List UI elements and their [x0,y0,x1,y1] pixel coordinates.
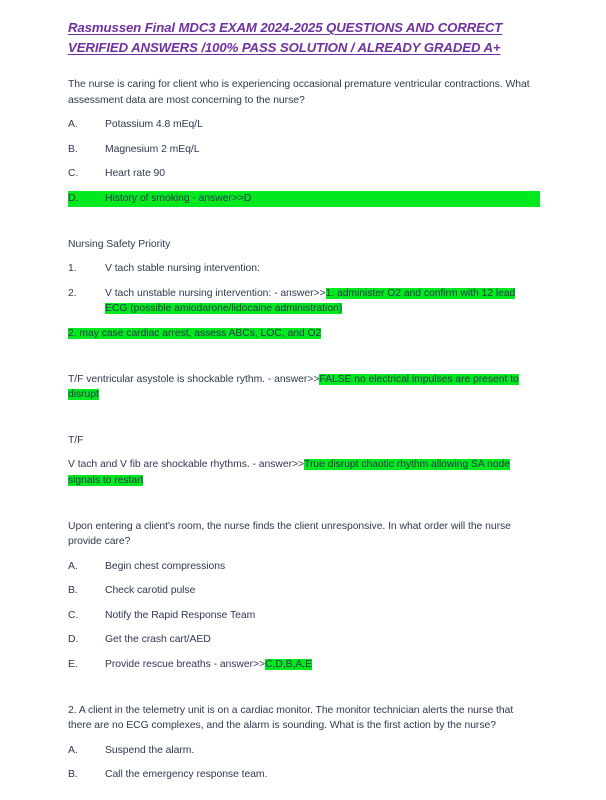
question-2-option-d [68,632,540,648]
option-text: Magnesium 2 mEq/L [105,143,200,155]
spacer [68,489,540,519]
option-answer-highlight: History of smoking - answer>>D [105,191,540,207]
item-text-plain: V tach unstable nursing intervention: - answer>> [105,287,326,299]
option-text: Call the emergency response team. [105,769,268,781]
spacer [68,574,540,583]
option-label: C. [68,168,79,180]
option-label: A. [68,119,78,131]
question-1-option-c [68,166,540,182]
page-title: Rasmussen Final MDC3 EXAM 2024-2025 QUESTIONS AND CORRECT VERIFIED ANSWERS /100% PASS SOLUTION / ALREADY GRADED A+ [68,20,503,55]
nsp-item-3 [68,326,538,342]
tf-answer-highlight: True disrupt chaotic rhythm allowing SA node signals to restart [68,459,510,486]
option-text [105,657,540,673]
option-label: C. [68,609,79,621]
spacer [68,157,540,166]
question-3-stem: 2. A client in the telemetry unit is on a cardiac monitor. The monitor technician alerts the nurse that there are no ECG complexes, and the alarm is sounding. What is the first action by the nurse? [68,704,514,732]
option-label: D. [68,634,79,646]
question-1-option-b [68,142,540,158]
true-false-1 [68,372,538,403]
nursing-safety-priority-heading: Nursing Safety Priority [68,238,171,250]
spacer [68,734,540,743]
tf-question-text: T/F ventricular asystole is shockable rythm. - answer>> [68,373,320,385]
option-label: E. [68,659,78,671]
spacer [68,342,540,372]
spacer [68,182,540,191]
true-false-2-heading: T/F [68,434,84,446]
option-text: Get the crash cart/AED [105,634,211,646]
question-3-option-b [68,767,540,783]
item-answer-highlight: 2. may case cardiac arrest, assess ABCs, LOC, and O2 [68,327,322,339]
option-label: A. [68,744,78,756]
true-false-2 [68,457,538,488]
option-text: Potassium 4.8 mEq/L [105,119,203,131]
item-answer-highlight: 1. administer O2 and confirm with 12 lead ECG (possible amiodarone/lidocaine administration) [105,287,516,315]
spacer [68,550,540,559]
option-text: Begin chest compressions [105,560,226,572]
option-label: D. [68,191,105,207]
item-text: V tach stable nursing intervention: [105,263,260,275]
question-3-option-a [68,743,540,759]
spacer [68,252,540,261]
question-2-option-e [68,657,540,673]
spacer [68,61,540,77]
spacer [68,133,540,142]
spacer [68,448,540,457]
option-text-plain: Provide rescue breaths - answer>> [105,659,266,671]
item-number: 1. [68,263,77,275]
option-text: Notify the Rapid Response Team [105,609,256,621]
option-label: B. [68,585,78,597]
nsp-item-1 [68,261,540,277]
option-text: Suspend the alarm. [105,744,195,756]
option-answer-highlight: C,D,B,A,E [265,659,312,671]
spacer [68,648,540,657]
spacer [68,599,540,608]
spacer [68,207,540,237]
question-1-stem: The nurse is caring for client who is experiencing occasional premature ventricular contractions. What assessment data are most concerning to the nurse? [68,79,530,106]
spacer [68,403,540,433]
question-2-option-b [68,583,540,599]
spacer [68,317,540,326]
question-2-stem: Upon entering a client's room, the nurse finds the client unresponsive. In what order will the nurse provide care? [68,520,511,548]
question-1-option-a [68,117,540,133]
spacer [68,623,540,632]
spacer [68,277,540,286]
tf-answer-highlight: FALSE no electrical impulses are present to disrupt [68,373,519,401]
item-text [105,286,540,317]
item-number: 2. [68,287,77,299]
option-text: Heart rate 90 [105,168,165,180]
tf-question-text: V tach and V fib are shockable rhythms. - answer>> [68,459,305,471]
question-2-option-c [68,608,540,624]
spacer [68,673,540,703]
question-1-option-d [68,191,540,207]
spacer [68,108,540,117]
option-label: A. [68,560,78,572]
option-label: B. [68,769,78,781]
question-2-option-a [68,559,540,575]
option-label: B. [68,143,78,155]
option-text: Check carotid pulse [105,585,196,597]
nsp-item-2 [68,286,540,317]
spacer [68,758,540,767]
